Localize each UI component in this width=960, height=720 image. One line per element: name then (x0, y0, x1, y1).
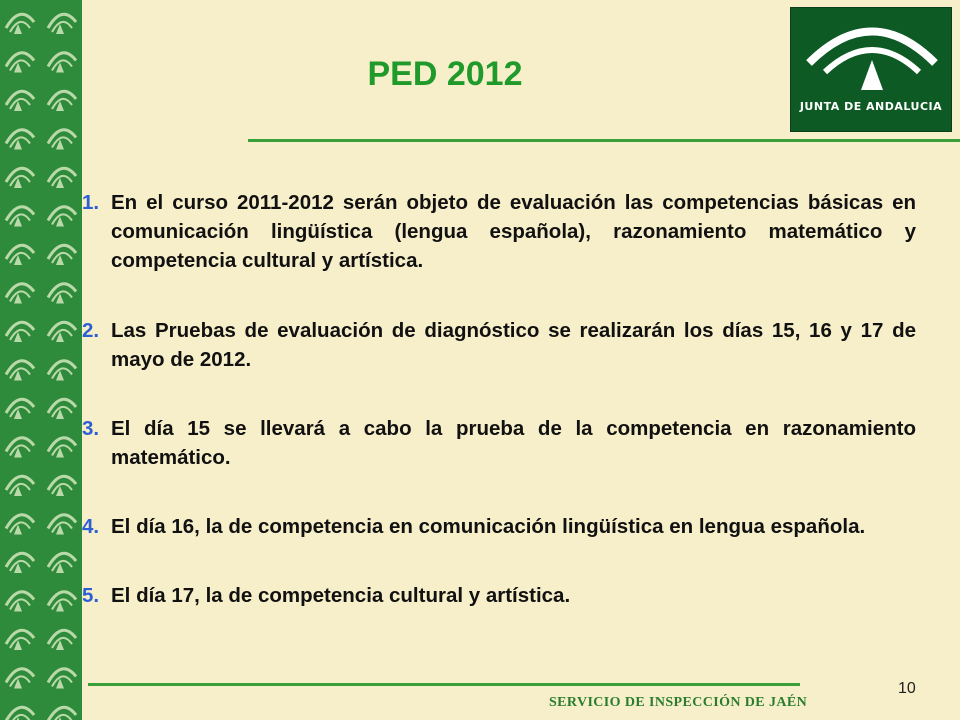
emblem-motif-icon (48, 168, 76, 188)
emblem-motif-icon (6, 361, 34, 381)
emblem-motif-icon (6, 130, 34, 150)
list-item (82, 512, 916, 541)
emblem-motif-icon (48, 207, 76, 227)
footer-text: SERVICIO DE INSPECCIÓN DE JAÉN (549, 695, 808, 710)
emblem-motif-icon (6, 592, 34, 612)
emblem-motif-icon (6, 14, 34, 34)
slide-title: PED 2012 (367, 55, 523, 93)
emblem-motif-icon (6, 399, 34, 419)
list-text: En el curso 2011-2012 serán objeto de evaluación las competencias básicas en comunicación lingüística (lengua española), razonamiento matemático y competencia cultural y artística. (111, 191, 916, 272)
emblem-motif-icon (48, 553, 76, 573)
emblem-motif-icon (48, 14, 76, 34)
emblem-motif-icon (6, 53, 34, 73)
list-item (82, 316, 916, 374)
emblem-motif-icon (48, 669, 76, 689)
list-number: 5. (82, 584, 100, 607)
page-number: 10 (898, 680, 916, 697)
emblem-motif-icon (48, 399, 76, 419)
top-rule (948, 139, 960, 142)
list-text: El día 15 se llevará a cabo la prueba de la competencia en razonamiento matemático. (111, 417, 916, 469)
list-text: Las Pruebas de evaluación de diagnóstico se realizarán los días 15, 16 y 17 de mayo de 2012. (111, 319, 916, 371)
emblem-motif-icon (48, 515, 76, 535)
emblem-motif-icon (6, 284, 34, 304)
emblem-motif-icon (6, 207, 34, 227)
list-item (82, 188, 916, 275)
emblem-pattern-icon (0, 0, 82, 720)
list-number: 1. (82, 191, 100, 214)
emblem-motif-icon (48, 707, 76, 720)
emblem-motif-icon (6, 553, 34, 573)
emblem-motif-icon (6, 669, 34, 689)
content-list (82, 188, 916, 610)
emblem-motif-icon (48, 630, 76, 650)
emblem-motif-icon (48, 476, 76, 496)
emblem-motif-icon (6, 630, 34, 650)
emblem-motif-icon (48, 245, 76, 265)
list-item (82, 414, 916, 472)
emblem-motif-icon (48, 53, 76, 73)
footer-rule (88, 683, 800, 686)
logo-text: JUNTA DE ANDALUCIA (799, 100, 943, 113)
emblem-motif-icon (6, 322, 34, 342)
emblem-motif-icon (48, 91, 76, 111)
list-number: 2. (82, 319, 100, 342)
emblem-motif-icon (48, 322, 76, 342)
list-number: 3. (82, 417, 100, 440)
junta-de-andalucia-logo (790, 7, 952, 132)
emblem-motif-icon (48, 284, 76, 304)
emblem-motif-icon (6, 707, 34, 720)
emblem-motif-icon (6, 438, 34, 458)
list-item (82, 581, 916, 610)
emblem-motif-icon (6, 168, 34, 188)
andalucia-arch-icon (791, 8, 953, 100)
list-text: El día 16, la de competencia en comunicación lingüística en lengua española. (111, 515, 866, 538)
heading-divider (248, 139, 948, 142)
list-number: 4. (82, 515, 100, 538)
emblem-motif-icon (48, 361, 76, 381)
emblem-motif-icon (6, 245, 34, 265)
emblem-motif-icon (6, 476, 34, 496)
left-decorative-band (0, 0, 82, 720)
emblem-motif-icon (48, 438, 76, 458)
emblem-motif-icon (48, 130, 76, 150)
list-text: El día 17, la de competencia cultural y artística. (111, 584, 571, 607)
emblem-motif-icon (48, 592, 76, 612)
emblem-motif-icon (6, 91, 34, 111)
emblem-motif-icon (6, 515, 34, 535)
